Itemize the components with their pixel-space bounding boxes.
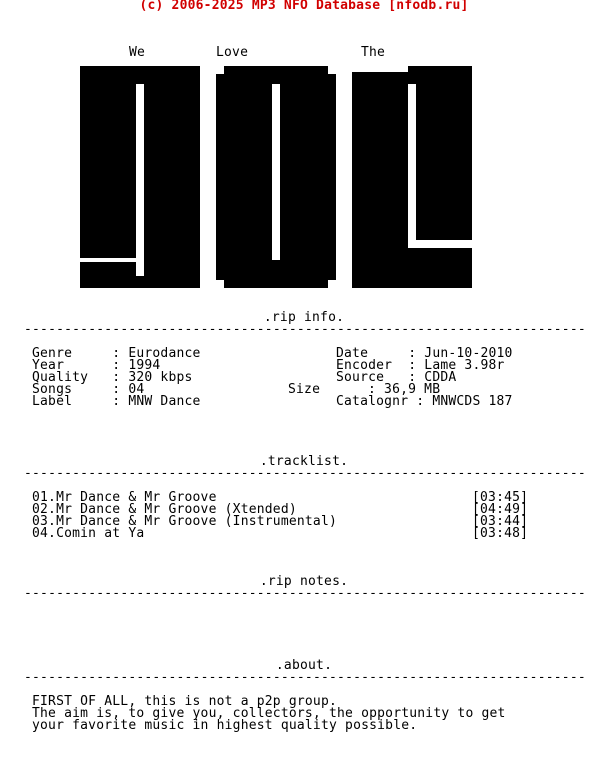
- rip-info-size-label: Size: [288, 382, 321, 397]
- logo-word-we: We: [129, 45, 146, 60]
- track-duration: [03:48]: [472, 526, 529, 541]
- track-duration: [03:45]: [472, 490, 529, 505]
- rip-info-right-0: Date : Jun-10-2010: [336, 346, 513, 361]
- section-title-rip-notes: .rip notes.: [259, 574, 349, 589]
- logo-glyph-middle: [216, 66, 336, 288]
- section-divider: ----------------------------------------------------------------------: [24, 670, 586, 685]
- logo-word-the: The: [361, 45, 386, 60]
- rip-info-right-1: Encoder : Lame 3.98r: [336, 358, 505, 373]
- section-divider: ----------------------------------------------------------------------: [24, 586, 586, 601]
- rip-info-left-4: Label : MNW Dance: [32, 394, 201, 409]
- section-title-about: .about.: [275, 658, 333, 673]
- copyright-notice: (c) 2006-2025 MP3 NFO Database [nfodb.ru]: [139, 0, 469, 13]
- rip-info-left-3: Songs : 04: [32, 382, 145, 397]
- rip-info-left-0: Genre : Eurodance: [32, 346, 201, 361]
- track-title: 04.Comin at Ya: [32, 526, 145, 541]
- track-title: 02.Mr Dance & Mr Groove (Xtended): [32, 502, 297, 517]
- section-title-tracklist: .tracklist.: [259, 454, 349, 469]
- rip-info-right-2: Source : CDDA: [336, 370, 457, 385]
- logo-glyph-left: [80, 66, 200, 288]
- section-divider: ----------------------------------------------------------------------: [24, 322, 586, 337]
- track-title: 01.Mr Dance & Mr Groove: [32, 490, 217, 505]
- logo-word-love: Love: [216, 45, 249, 60]
- rip-info-right-3: : 36,9 MB: [368, 382, 441, 397]
- about-line: your favorite music in highest quality possible.: [32, 718, 418, 733]
- rip-info-left-2: Quality : 320 kbps: [32, 370, 193, 385]
- rip-info-right-4: Catalognr : MNWCDS 187: [336, 394, 513, 409]
- about-line: The aim is, to give you, collectors, the opportunity to get: [32, 706, 506, 721]
- track-title: 03.Mr Dance & Mr Groove (Instrumental): [32, 514, 338, 529]
- group-logo-art: [0, 0, 608, 300]
- track-duration: [04:49]: [472, 502, 529, 517]
- logo-glyph-right: [352, 66, 472, 288]
- section-divider: ----------------------------------------------------------------------: [24, 466, 586, 481]
- about-line: FIRST OF ALL, this is not a p2p group.: [32, 694, 338, 709]
- rip-info-left-1: Year : 1994: [32, 358, 161, 373]
- section-title-rip-info: .rip info.: [263, 310, 345, 325]
- track-duration: [03:44]: [472, 514, 529, 529]
